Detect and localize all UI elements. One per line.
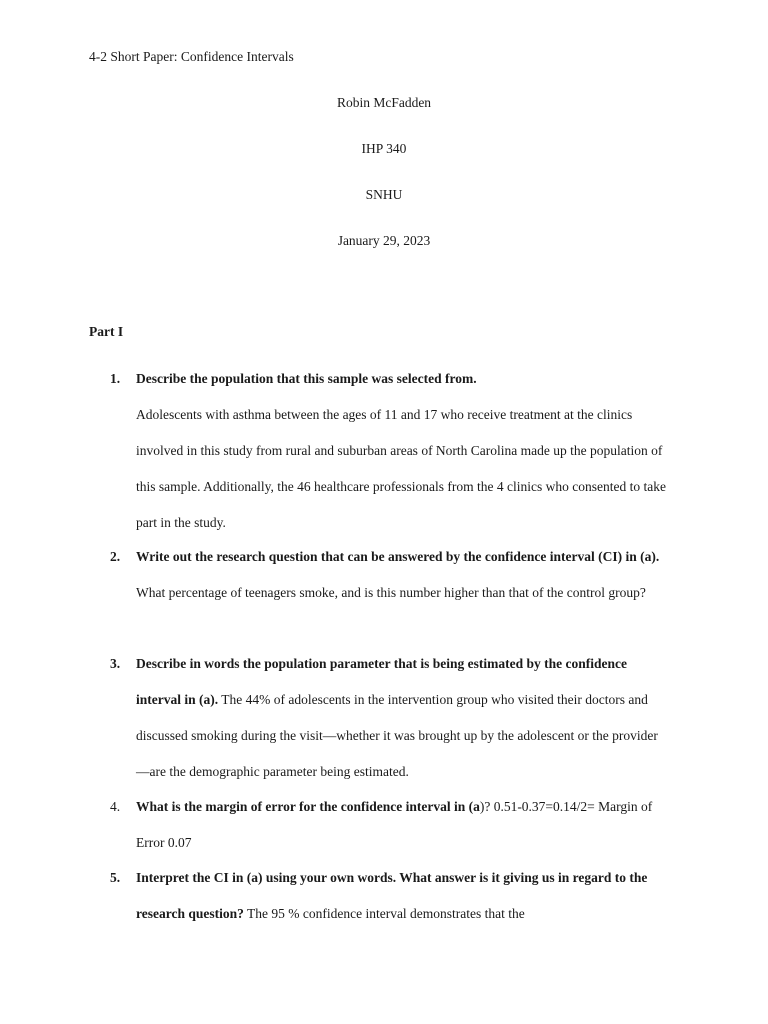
course-code: IHP 340 xyxy=(361,141,407,156)
item-body xyxy=(136,789,670,861)
answer-text: What percentage of teenagers smoke, and is this number higher than that of the control group? xyxy=(136,585,646,600)
answer-text: The 44% of adolescents in the intervention group who visited their doctors and discussed smoking during the visit—whether it was brought up by the adolescent or the provider—are the demographic parameter being estimated. xyxy=(136,692,658,779)
question-text: What is the margin of error for the confidence interval in (a xyxy=(136,799,480,814)
paper-title: 4-2 Short Paper: Confidence Intervals xyxy=(89,49,294,64)
item-body xyxy=(136,539,670,611)
question-text: Describe in words the population parameter that is being estimated by the confidence interval in (a). xyxy=(136,656,627,707)
item-number: 4. xyxy=(110,799,121,814)
item-number: 5. xyxy=(110,870,121,885)
item-body xyxy=(136,646,670,790)
item-body xyxy=(136,860,670,932)
answer-text: The 95 % confidence interval demonstrates that the xyxy=(243,906,525,921)
question-text: Interpret the CI in (a) using your own words. What answer is it giving us in regard to the research question? xyxy=(136,870,648,921)
part-heading: Part I xyxy=(89,324,124,339)
item-body xyxy=(136,361,670,541)
paper-date: January 29, 2023 xyxy=(337,233,431,248)
question-item-2 xyxy=(110,539,670,611)
author-name: Robin McFadden xyxy=(336,95,432,110)
school-name: SNHU xyxy=(365,187,403,202)
question-item-4 xyxy=(110,789,670,861)
item-number: 2. xyxy=(110,549,121,564)
question-item-5 xyxy=(110,860,670,932)
item-number: 1. xyxy=(110,371,121,386)
question-item-3 xyxy=(110,646,670,790)
answer-text: )? 0.51-0.37=0.14/2= Margin of Error 0.07 xyxy=(136,799,653,850)
item-number: 3. xyxy=(110,656,121,671)
question-text: Write out the research question that can be answered by the confidence interval (CI) in (a). xyxy=(136,549,660,564)
question-text: Describe the population that this sample was selected from. xyxy=(136,371,477,386)
answer-text: Adolescents with asthma between the ages of 11 and 17 who receive treatment at the clinics involved in this study from rural and suburban areas of North Carolina made up the population of this sample. Additionally, the 46 healthcare professionals from the 4 clinics who consented to take part in the study. xyxy=(136,407,666,530)
question-item-1 xyxy=(110,361,670,541)
